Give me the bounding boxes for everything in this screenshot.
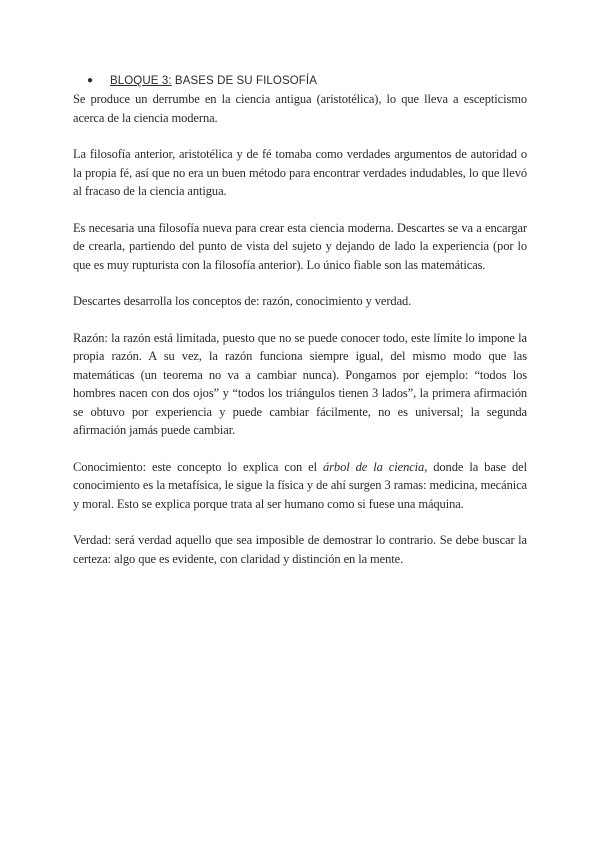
paragraph-intro: Se produce un derrumbe en la ciencia antigua (aristotélica), lo que lleva a escepticismo acerca de la ciencia moderna. (73, 92, 527, 125)
paragraph-reason: Razón: la razón está limitada, puesto que no se puede conocer todo, este límite lo impone la propia razón. A su vez, la razón funciona siempre igual, del mismo modo que las matemáticas (un teorema no va a cambiar nunca). Pongamos por ejemplo: “todos los hombres nacen con dos ojos” y “todos los triángulos tienen 3 lados”, la primera afirmación se obtuvo por experiencia y puede cambiar fácilmente, no es universal; la segunda afirmación jamás puede cambiar. (73, 330, 527, 437)
paragraph-truth: Verdad: será verdad aquello que sea imposible de demostrar lo contrario. Se debe buscar la certeza: algo que es evidente, con claridad y distinción en la mente. (73, 533, 527, 566)
paragraph-previous-philosophy: La filosofía anterior, aristotélica y de fé tomaba como verdades argumentos de autoridad o la propia fé, así que no era un buen método para encontrar verdades indudables, lo que llevó al fracaso de la ciencia antigua. (73, 147, 527, 198)
document-page (73, 72, 527, 586)
knowledge-text-before: Conocimiento: este concepto lo explica con el (73, 459, 324, 474)
paragraph-new-philosophy: Es necesaria una filosofía nueva para crear esta ciencia moderna. Descartes se va a encargar de crearla, partiendo del punto de vista del sujeto y dejando de lado la experiencia (por lo que es muy rupturista con la filosofía anterior). Lo único fiable son las matemáticas. (73, 220, 527, 272)
heading-label-underlined: BLOQUE 3: (110, 75, 172, 87)
paragraph-concepts: Descartes desarrolla los conceptos de: razón, conocimiento y verdad. (73, 294, 412, 308)
bullet-icon: ● (87, 75, 94, 86)
section-heading (73, 72, 527, 90)
knowledge-italic-term: árbol de la ciencia (323, 459, 425, 474)
heading-label-rest: BASES DE SU FILOSOFÍA (171, 75, 317, 87)
knowledge-text-after: , donde la base del conocimiento es la metafísica, le sigue la física y de ahí surgen 3 ramas: medicina, mecánica y moral. Esto se explica porque trata al ser humano como si fuese una máquina. (73, 459, 527, 511)
heading-text (110, 72, 317, 90)
paragraph-knowledge (73, 458, 527, 514)
